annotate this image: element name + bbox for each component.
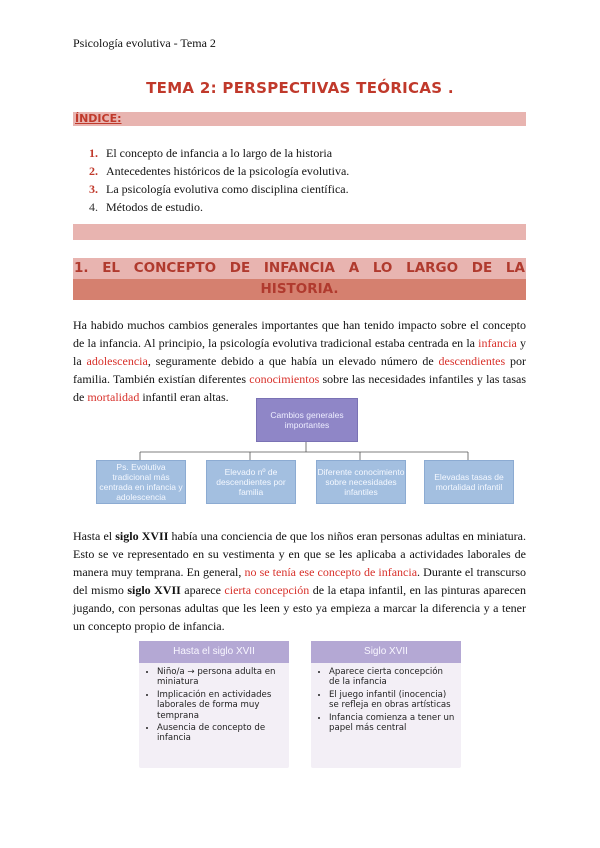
index-item: 2. Antecedentes históricos de la psicología evolutiva. xyxy=(89,164,350,178)
comparison-right-header: Siglo XVII xyxy=(311,641,461,663)
comparison-right-column xyxy=(311,641,461,768)
running-header: Psicología evolutiva - Tema 2 xyxy=(73,36,216,50)
section-1-heading: 1. EL CONCEPTO DE INFANCIA A LO LARGO DE LA HISTORIA. xyxy=(73,258,526,300)
index-item: 1. El concepto de infancia a lo largo de la historia xyxy=(89,146,333,160)
diagram-child-node: Elevadas tasas de mortalidad infantil xyxy=(424,460,514,504)
comparison-diagram xyxy=(139,641,461,768)
list-item: • Infancia comienza a tener un papel más central xyxy=(329,713,455,734)
index-list xyxy=(89,144,349,216)
list-item: • Implicación en actividades laborales de forma muy temprana xyxy=(157,690,283,721)
changes-diagram xyxy=(96,398,516,506)
list-item: • Niño/a → persona adulta en miniatura xyxy=(157,667,283,688)
divider-band xyxy=(73,224,526,240)
list-item: • Aparece cierta concepción de la infancia xyxy=(329,667,455,688)
index-item: 3. La psicología evolutiva como disciplina científica. xyxy=(89,182,349,196)
paragraph-2: Hasta el siglo XVII había una conciencia de que los niños eran personas adultas en miniatura. Esto se ve representado en su vestimenta y en que se les aplicaba a actividades laborales de manera muy temprana. En general, no se tenía ese concepto de infancia. Durante el transcurso del mismo siglo XVII aparece cierta concepción de la etapa infantil, en las pinturas aparecen jugando, con personas adultas que les leen y esto ya empieza a marcar la diferencia y a tener un concepto propio de infancia. xyxy=(73,529,527,633)
diagram-child-node: Elevado nº de descendientes por familia xyxy=(206,460,296,504)
comparison-left-column xyxy=(139,641,289,768)
paragraph-1: Ha habido muchos cambios generales importantes que han tenido impacto sobre el concepto de la infancia. Al principio, la psicología evolutiva tradicional estaba centrada en la infancia y la adolescencia, seguramente debido a que había un elevado número de descendientes por familia. También existían diferentes conocimientos sobre las necesidades infantiles y las tasas de mortalidad infantil eran altas. xyxy=(73,318,527,404)
index-band xyxy=(73,112,526,126)
index-label: ÍNDICE: xyxy=(75,112,122,125)
comparison-left-header: Hasta el siglo XVII xyxy=(139,641,289,663)
list-item: • El juego infantil (inocencia) se refleja en obras artísticas xyxy=(329,690,455,711)
index-item: 4. Métodos de estudio. xyxy=(89,200,203,214)
diagram-root-node: Cambios generales importantes xyxy=(256,398,358,442)
diagram-child-node: Ps. Evolutiva tradicional más centrada en infancia y adolescencia xyxy=(96,460,186,504)
diagram-child-node: Diferente conocimiento sobre necesidades infantiles xyxy=(316,460,406,504)
page-title: TEMA 2: PERSPECTIVAS TEÓRICAS . xyxy=(146,79,454,97)
list-item: • Ausencia de concepto de infancia xyxy=(157,723,283,744)
